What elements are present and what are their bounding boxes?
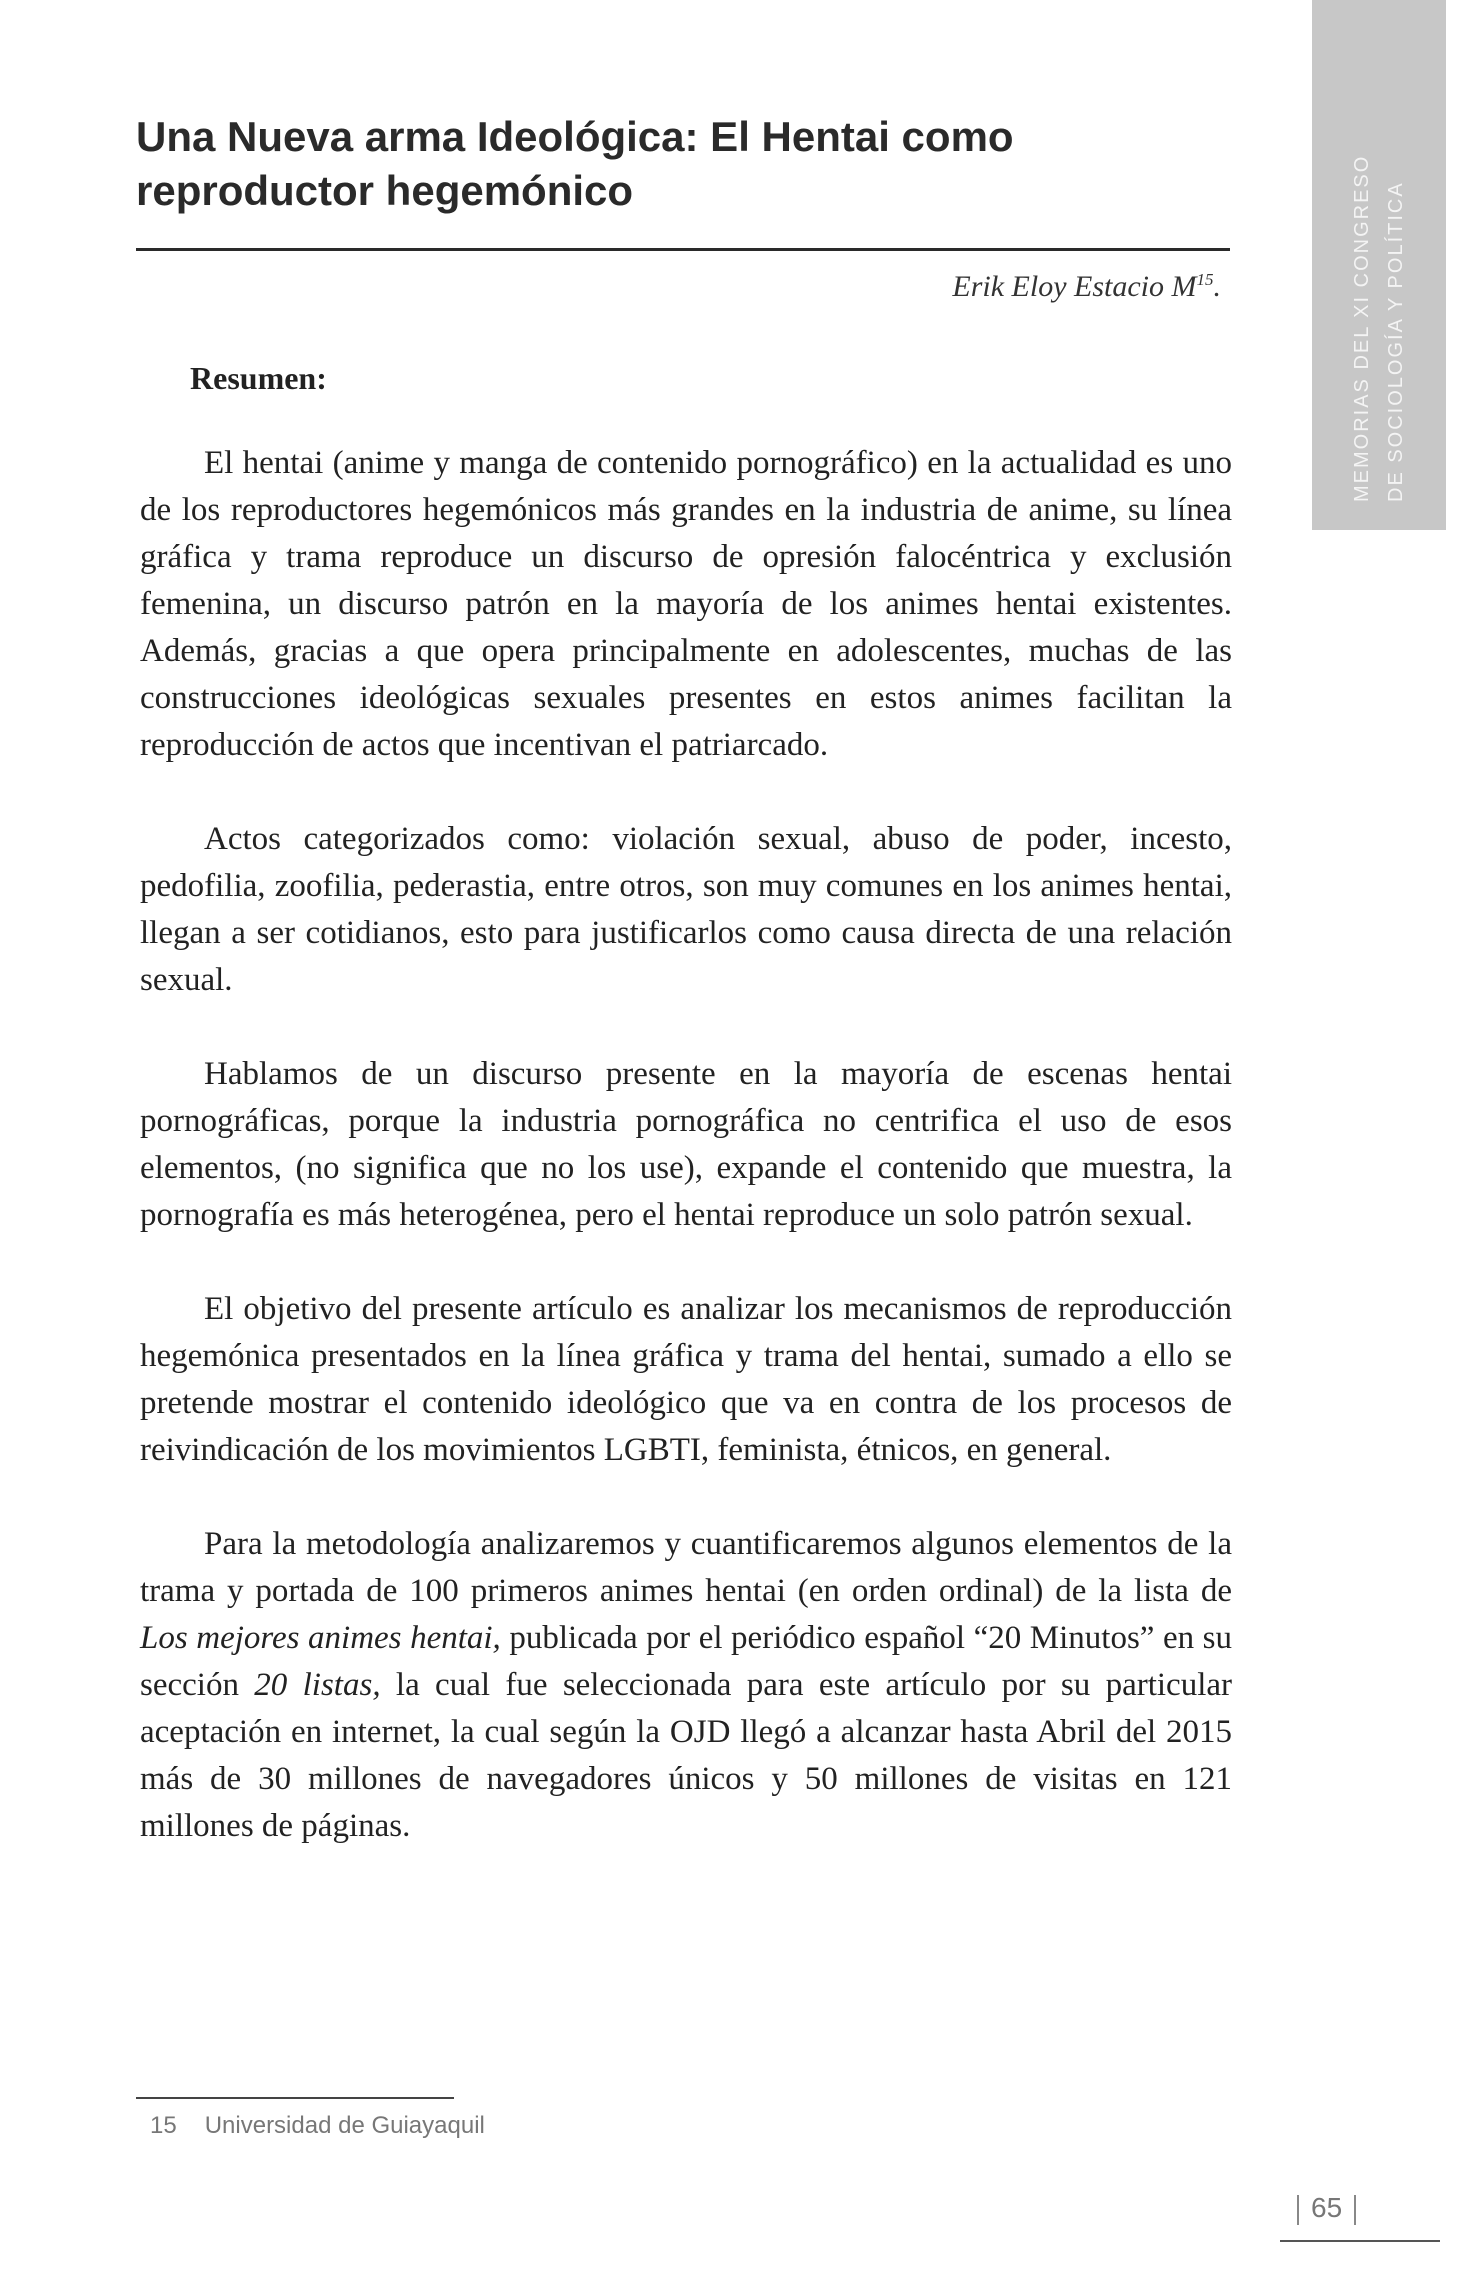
paragraph-2: Actos categorizados como: violación sexual, abuso de poder, incesto, pedofilia, zoofilia, pederastia, entre otros, son muy comunes en los animes hentai, llegan a ser cotidianos, esto para justificarlos como causa directa de una relación sexual. xyxy=(140,821,1232,998)
page-number-divider xyxy=(1280,2240,1440,2242)
paragraph-3: Hablamos de un discurso presente en la mayoría de escenas hentai pornográficas, porque la industria pornográfica no centrifica el uso de esos elementos, (no significa que no los use), expande el contenido que muestra, la pornografía es más heterogénea, pero el hentai reproduce un solo patrón sexual. xyxy=(140,1056,1232,1233)
paragraph-5 xyxy=(140,1521,1232,1850)
footnote-number: 15 xyxy=(150,2112,177,2139)
page-number xyxy=(1285,2192,1368,2225)
side-tab-line-2: DE SOCIOLOGÍA Y POLÍTICA xyxy=(1385,181,1407,502)
paragraph-4: El objetivo del presente artículo es analizar los mecanismos de reproducción hegemónica presentados en la línea gráfica y trama del hentai, sumado a ello se pretende mostrar el contenido ideológico que va en contra de los procesos de reivindicación de los movimientos LGBTI, feminista, étnicos, en general. xyxy=(140,1291,1232,1468)
paragraph-5-part-a: Para la metodología analizaremos y cuantificaremos algunos elementos de la trama y portada de 100 primeros animes hentai (en orden ordinal) de la lista de xyxy=(140,1526,1232,1609)
section-heading: Resumen: xyxy=(190,360,327,396)
author-suffix: . xyxy=(1213,270,1221,303)
side-tab xyxy=(1312,0,1446,530)
paragraph-5-part-b: publicada por el periódico español “20 Minutos” en su sección xyxy=(140,1620,1232,1703)
title-divider xyxy=(136,248,1230,251)
paragraph-1: El hentai (anime y manga de contenido pornográfico) en la actualidad es uno de los reproductores hegemónicos más grandes en la industria de anime, su línea gráfica y trama reproduce un discurso de opresión falocéntrica y exclusión femenina, un discurso patrón en la mayoría de los animes hentai existentes. Además, gracias a que opera principalmente en adolescentes, muchas de las construcciones ideológicas sexuales presentes en estos animes facilitan la reproducción de actos que incentivan el patriarcado. xyxy=(140,445,1232,763)
page-number-bar-right xyxy=(1354,2195,1356,2225)
page-number-value: 65 xyxy=(1311,2192,1343,2223)
article-title: Una Nueva arma Ideológica: El Hentai como reproductor hegemónico xyxy=(136,113,1014,214)
side-tab-line-1: MEMORIAS DEL XI CONGRESO xyxy=(1351,154,1373,502)
body-text xyxy=(140,440,1232,1897)
author-footnote-ref: 15 xyxy=(1196,270,1214,289)
paragraph-5-italic-section: 20 listas, xyxy=(254,1667,381,1703)
footnote-divider xyxy=(136,2097,454,2099)
paragraph-5-italic-title: Los mejores animes hentai, xyxy=(140,1620,501,1656)
footnote-text: Universidad de Guiayaquil xyxy=(204,2112,485,2139)
footnote xyxy=(150,2112,485,2140)
side-tab-text xyxy=(1312,0,1446,530)
author-name: Erik Eloy Estacio M xyxy=(952,270,1197,303)
author-line xyxy=(952,270,1221,304)
paragraph-5-part-c: la cual fue seleccionada para este artículo por su particular aceptación en internet, la cual según la OJD llegó a alcanzar hasta Abril del 2015 más de 30 millones de navegadores únicos y 50 millones de visitas en 121 millones de páginas. xyxy=(140,1667,1233,1844)
page-number-bar-left xyxy=(1297,2195,1299,2225)
